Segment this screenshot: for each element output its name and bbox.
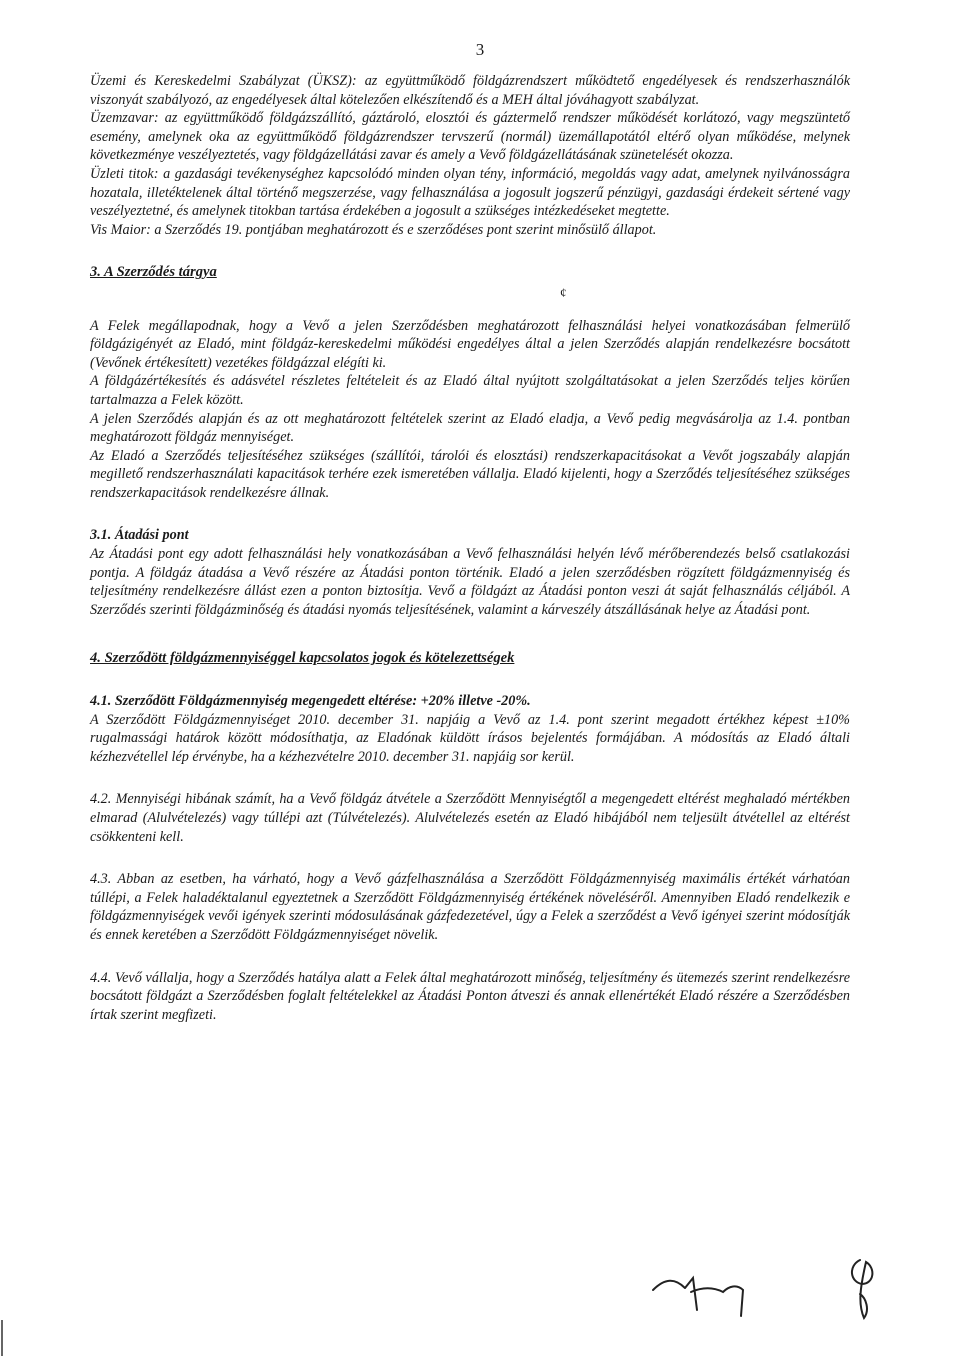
definition-term: Üzemzavar: [90, 110, 159, 127]
definition-text: a Szerződés 19. pontjában meghatározott és e szerződéses pont szerint minősülő állapot. [150, 221, 657, 238]
margin-mark [0, 1318, 14, 1358]
section-3-paragraph: A földgázértékesítés és adásvétel részletes feltételeit és az Eladó által nyújtott szolgáltatásokat a jelen Szerződés teljes körűen tartalmazza a Felek között. [90, 373, 850, 408]
section-3-paragraph: A jelen Szerződés alapján és az ott meghatározott feltételek szerint az Eladó eladja, a Vevő pedig megvásárolja az 1.4. pontban meghatározott földgáz mennyiséget. [90, 410, 850, 446]
section-3-1-text: Az Átadási pont egy adott felhasználási hely vonatkozásában a Vevő felhasználási helyén lévő mérőberendezés belső csatlakozási pontja. A földgáz átadása a Vevő részére az Átadási ponton történik. Eladó a jelen szerződésben rögzített földgázmennyiség és teljesítmény rendelkezésre állást ezen a ponton biztosítja. Vevő a földgázt az Átadási ponton veszi át saját felhasználás céljából. A Szerződés szerinti földgázminőség és átadási nyomás teljesítésének, valamint a kárveszély átszállásának helye az Átadási pont. [90, 546, 850, 618]
definition-vis-maior [90, 221, 850, 240]
section-4-1-heading: 4.1. Szerződött Földgázmennyiség megengedett eltérése: +20% illetve -20%. [90, 693, 531, 710]
definition-term: Üzemi és Kereskedelmi Szabályzat (ÜKSZ): [90, 73, 357, 89]
signature-initials-left [645, 1248, 765, 1328]
definition-text: az együttműködő földgázrendszert működtető engedélyesek és rendszerhasználók viszonyát szabályozó, az engedélyesek által kötelezően elkészítendő és a MEH által jóváhagyott szabályzat. [90, 73, 850, 108]
corner-mark [0, 1318, 14, 1358]
definition-term: Üzleti titok: [90, 165, 159, 182]
section-4-heading: 4. Szerződött földgázmennyiséggel kapcsolatos jogok és kötelezettségek [90, 650, 515, 667]
definition-uezleti-titok [90, 165, 850, 221]
signature-mark [645, 1248, 765, 1328]
definition-text: az együttműködő földgázszállító, gáztároló, elosztói és gáztermelő rendszer működését korlátozó, vagy megszüntető esemény, amelynek oka az együttműködő földgázrendszer tervszerű (normál) üzemállapotától eltérő olyan működése, melynek következménye veszélyeztetés, vagy földgázellátási zavar és amely a Vevő földgázellátásának szünetelését okozza. [90, 110, 850, 164]
section-4-1-text: A Szerződött Földgázmennyiséget 2010. december 31. napjáig a Vevő az 1.4. pont szerint megadott értékhez képest ±10% rugalmassági határok között módosíthatja, az Eladónak küldött írásos bejelentés formájában. A módosítás az Eladó általi kézhezvétellel lép érvénybe, ha a kézhezvételre 2010. december 31. napjáig sor kerül. [90, 711, 850, 765]
section-3-1-heading: 3.1. Átadási pont [90, 527, 189, 544]
section-4-3-text: 4.3. Abban az esetben, ha várható, hogy a Vevő gázfelhasználása a Szerződött Földgázmennyiség maximális értékét várhatóan túllépi, a Felek haladéktalanul egyeztetnek a Szerződött Földgázmennyiség értékének növeléséről. Amennyiben Eladó rendelkezik e földgázmennyiségek vevői igények szerinti módosulásának gázfedezetével, úgy a Felek a szerződést a Vevő igényei szerint módosítják és ennek keretében a Szerződött Földgázmennyiséget növelik. [90, 871, 850, 943]
signature-initials-right [830, 1248, 900, 1328]
section-3-paragraph: A Felek megállapodnak, hogy a Vevő a jelen Szerződésben meghatározott felhasználási helyei vonatkozásában felmerülő földgázigényét az Eladó, mint földgáz-kereskedelmi működési engedélyes által a jelen Szerződés alapján rendelkezésre bocsátott (Vevőnek értékesített) vezetékes földgázzal elégíti ki. [90, 317, 850, 371]
stray-mark: ¢ [560, 284, 567, 300]
section-4-4-text: 4.4. Vevő vállalja, hogy a Szerződés hatálya alatt a Felek által meghatározott minőség, teljesítmény és ütemezés szerint rendelkezésre bocsátott földgázt a Szerződésben foglalt feltételekkel az Átadási Ponton átveszi és annak ellenértékét Eladó részére a Szerződésben írtak szerint megfizeti. [90, 969, 850, 1023]
section-3-paragraph: Az Eladó a Szerződés teljesítéséhez szükséges (szállítói, tárolói és elosztási) rendszerkapacitásokat a Vevőt jogszabály alapján megillető rendszerhasználati kapacitások terhére ezek ismeretében vállalja. Eladó kijelenti, hogy a Szerződés teljesítéséhez szükséges rendszerkapacitások rendelkezésre állnak. [90, 447, 850, 501]
page-number: 3 [475, 40, 485, 59]
section-3-heading: 3. A Szerződés tárgya [90, 264, 217, 281]
definition-term: Vis Maior: [90, 221, 151, 238]
definition-uezemzavar [90, 109, 850, 165]
signature-mark [830, 1248, 900, 1328]
section-4-2-text: 4.2. Mennyiségi hibának számít, ha a Vevő földgáz átvétele a Szerződött Mennyiségtől a megengedett eltérést meghaladó mértékben elmarad (Alulvételezés) vagy túllépi azt (Túlvételezés). Alulvételezés esetén az Eladó hibájából nem teljesült átvétellel az eltérést csökkenteni kell. [90, 791, 850, 845]
definition-ueksz [90, 72, 850, 109]
definition-text: a gazdasági tevékenységhez kapcsolódó minden olyan tény, információ, megoldás vagy adat, amelynek nyilvánosságra hozatala, illetéktelenek által történő megszerzése, vagy felhasználása a jogosult jogszerű pénzügyi, gazdasági érdekeit sértené vagy veszélyeztetné, és amelynek titokban tartása érdekében a jogosult a szükséges intézkedéseket megtette. [90, 165, 850, 220]
document-body [90, 72, 850, 1024]
